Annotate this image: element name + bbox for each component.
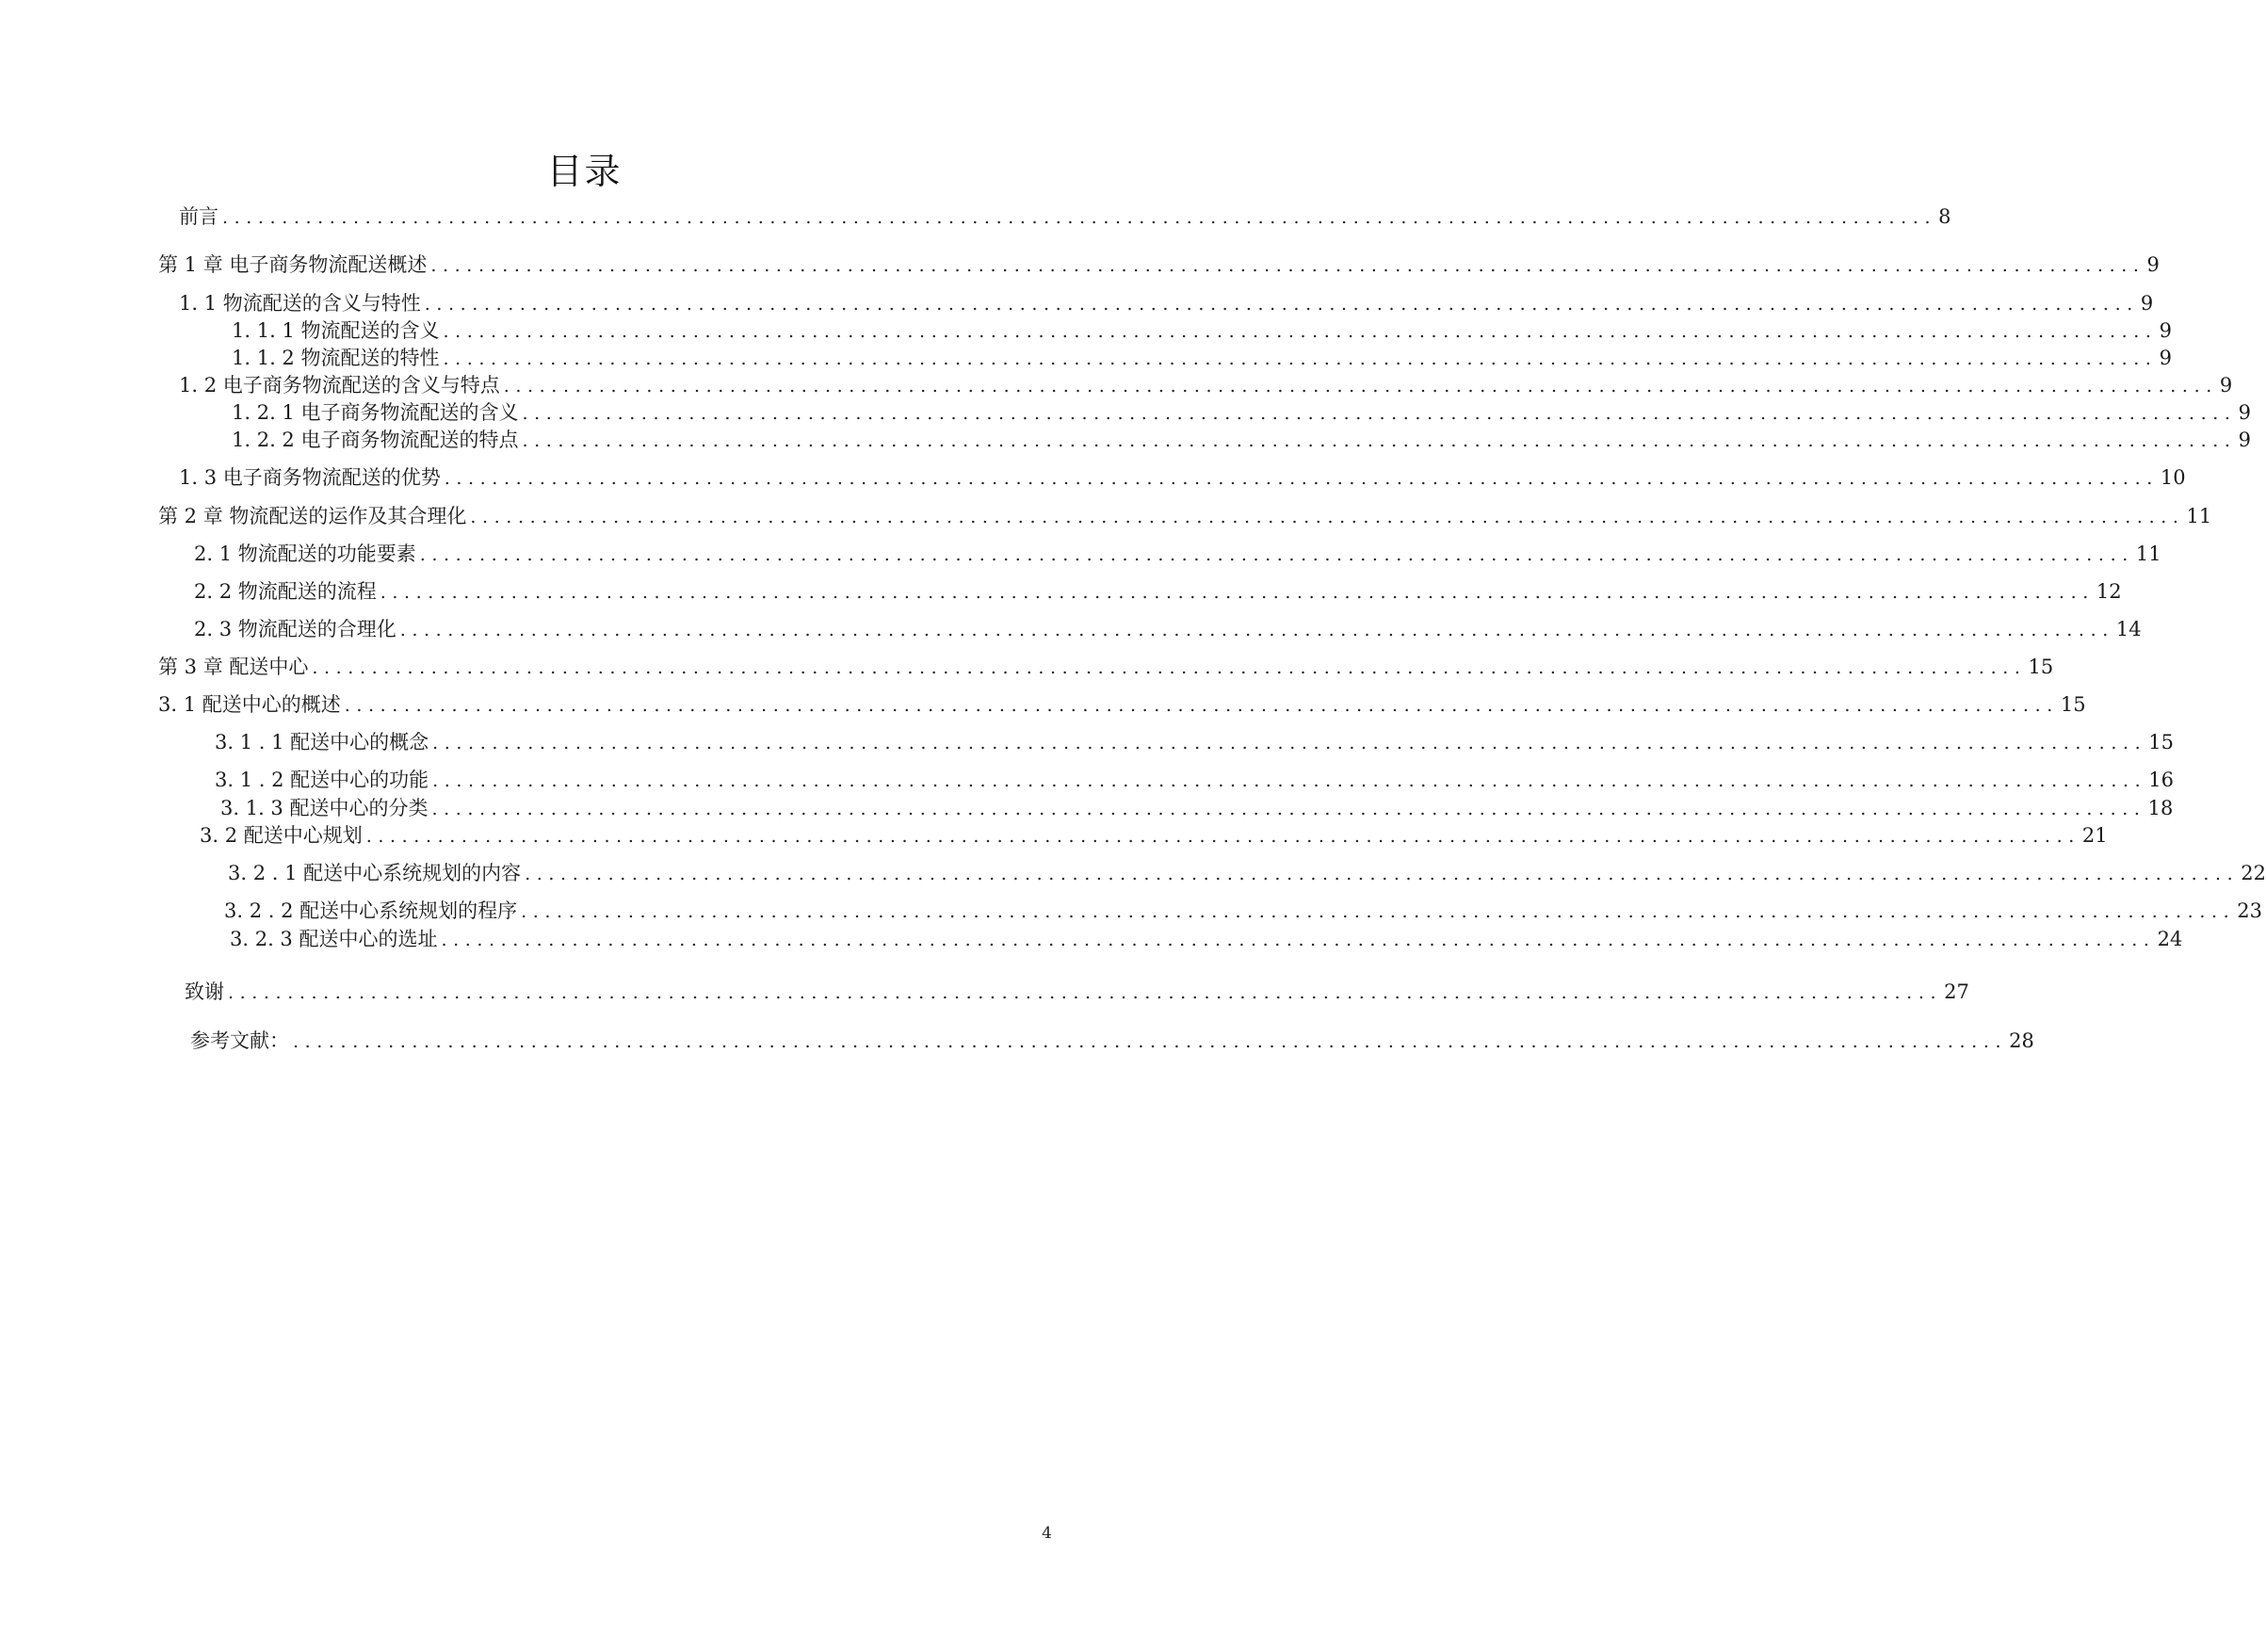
toc-entry: [232, 316, 2172, 344]
toc-entry-label: 3. 2 配送中心规划: [200, 824, 363, 847]
toc-entry: [179, 202, 1951, 230]
toc-leader: ................................................................................................................................................: [293, 1031, 2008, 1052]
toc-entry: [194, 614, 2142, 642]
toc-entry-page: 14: [2115, 618, 2142, 640]
toc-entry: [190, 1026, 2034, 1054]
toc-leader: ................................................................................................................................................: [522, 430, 2237, 451]
toc-entry: [194, 539, 2161, 567]
toc-entry-page: 8: [1938, 205, 1951, 228]
toc-leader: ................................................................................................................................................: [399, 620, 2114, 640]
toc-entry-label: 参考文献：: [190, 1029, 289, 1052]
toc-entry-page: 15: [2148, 731, 2174, 753]
toc-entry: [179, 462, 2186, 491]
toc-leader: ................................................................................................................................................: [431, 799, 2146, 819]
toc-entry: [158, 689, 2086, 718]
toc-entry: [230, 924, 2183, 952]
toc-entry-page: 9: [2219, 374, 2233, 397]
toc-entry-label: 1. 1 物流配送的含义与特性: [179, 292, 421, 315]
toc-entry-label: 3. 1. 3 配送中心的分类: [220, 797, 429, 819]
toc-entry-label: 致谢: [185, 980, 224, 1003]
toc-entry-page: 16: [2148, 769, 2174, 791]
toc-leader: ................................................................................................................................................: [312, 657, 2027, 678]
toc-entry-label: 2. 3 物流配送的合理化: [194, 618, 397, 640]
toc-entry-label: 1. 2. 1 电子商务物流配送的含义: [232, 401, 519, 424]
toc-entry-label: 前言: [179, 205, 219, 228]
toc-leader: ................................................................................................................................................: [380, 582, 2095, 603]
toc-entry-page: 9: [2159, 319, 2172, 342]
toc-entry: [220, 793, 2174, 821]
toc-entry-page: 24: [2157, 928, 2183, 950]
toc-entry: [200, 820, 2108, 849]
toc-leader: ................................................................................................................................................: [228, 982, 1943, 1003]
toc-entry-label: 1. 1. 1 物流配送的含义: [232, 319, 440, 342]
toc-entry-page: 21: [2081, 824, 2108, 847]
toc-entry-label: 1. 3 电子商务物流配送的优势: [179, 466, 441, 489]
toc-leader: ................................................................................................................................................: [430, 255, 2145, 276]
toc-entry-page: 23: [2237, 899, 2262, 922]
toc-entry-label: 3. 2. 3 配送中心的选址: [230, 928, 438, 950]
toc-entry-page: 12: [2096, 580, 2122, 603]
toc-entry-label: 3. 2 . 2 配送中心系统规划的程序: [224, 899, 518, 922]
toc-leader: ................................................................................................................................................: [522, 403, 2237, 424]
toc-entry-label: 第 1 章 电子商务物流配送概述: [158, 253, 428, 276]
toc-entry: [158, 652, 2054, 680]
toc-entry-page: 22: [2241, 862, 2266, 884]
toc-leader: ................................................................................................................................................: [222, 207, 1937, 228]
toc-leader: ................................................................................................................................................: [443, 348, 2158, 369]
toc-entry: [179, 288, 2154, 316]
toc-entry-page: 9: [2238, 429, 2251, 451]
toc-entry: [179, 370, 2233, 398]
toc-entry: [232, 397, 2251, 426]
toc-entry-page: 11: [2135, 543, 2161, 565]
toc-entry-page: 9: [2159, 347, 2172, 369]
toc-leader: ................................................................................................................................................: [443, 321, 2158, 342]
toc-leader: ................................................................................................................................................: [525, 864, 2240, 884]
toc-entry-page: 9: [2238, 401, 2251, 424]
toc-entry-page: 9: [2140, 292, 2154, 315]
toc-entry-page: 10: [2160, 466, 2186, 489]
toc-leader: ................................................................................................................................................: [344, 695, 2059, 716]
toc-title: 目录: [546, 151, 623, 192]
toc-leader: ................................................................................................................................................: [432, 770, 2147, 791]
toc-leader: ................................................................................................................................................: [419, 544, 2134, 565]
toc-entry-page: 11: [2186, 505, 2212, 527]
toc-entry-label: 2. 2 物流配送的流程: [194, 580, 377, 603]
toc-entry-label: 第 2 章 物流配送的运作及其合理化: [158, 505, 467, 527]
toc-leader: ................................................................................................................................................: [432, 733, 2147, 753]
toc-leader: ................................................................................................................................................: [470, 507, 2185, 527]
toc-entry-page: 28: [2009, 1029, 2034, 1052]
toc-entry-page: 9: [2146, 253, 2160, 276]
toc-leader: ................................................................................................................................................: [503, 376, 2218, 397]
toc-leader: ................................................................................................................................................: [365, 826, 2080, 847]
toc-entry: [215, 765, 2174, 793]
toc-entry-label: 1. 2 电子商务物流配送的含义与特点: [179, 374, 500, 397]
toc-entry-label: 1. 2. 2 电子商务物流配送的特点: [232, 429, 519, 451]
toc-entry: [215, 727, 2174, 755]
toc-entry: [224, 896, 2262, 924]
toc-leader: ................................................................................................................................................: [424, 294, 2139, 315]
toc-entry: [232, 343, 2172, 371]
toc-entry-page: 15: [2060, 693, 2086, 716]
toc-entry-page: 15: [2028, 656, 2054, 678]
toc-leader: ................................................................................................................................................: [441, 930, 2156, 950]
toc-entry: [185, 977, 1969, 1005]
page-number: 4: [1042, 1524, 1052, 1543]
toc-entry-label: 3. 1 . 2 配送中心的功能: [215, 769, 429, 791]
toc-entry-label: 第 3 章 配送中心: [158, 656, 309, 678]
toc-entry: [158, 501, 2212, 529]
toc-entry-label: 2. 1 物流配送的功能要素: [194, 543, 416, 565]
toc-leader: ................................................................................................................................................: [521, 901, 2236, 922]
toc-entry: [232, 425, 2251, 453]
toc-entry: [194, 576, 2122, 605]
toc-entry-label: 3. 1 配送中心的概述: [158, 693, 341, 716]
toc-leader: ................................................................................................................................................: [444, 468, 2159, 489]
toc-entry: [228, 858, 2266, 886]
toc-entry-page: 27: [1944, 980, 1969, 1003]
toc-entry-label: 3. 1 . 1 配送中心的概念: [215, 731, 429, 753]
toc-entry-page: 18: [2147, 797, 2174, 819]
toc-entry-label: 1. 1. 2 物流配送的特性: [232, 347, 440, 369]
toc-entry-label: 3. 2 . 1 配送中心系统规划的内容: [228, 862, 522, 884]
toc-entry: [158, 250, 2160, 278]
